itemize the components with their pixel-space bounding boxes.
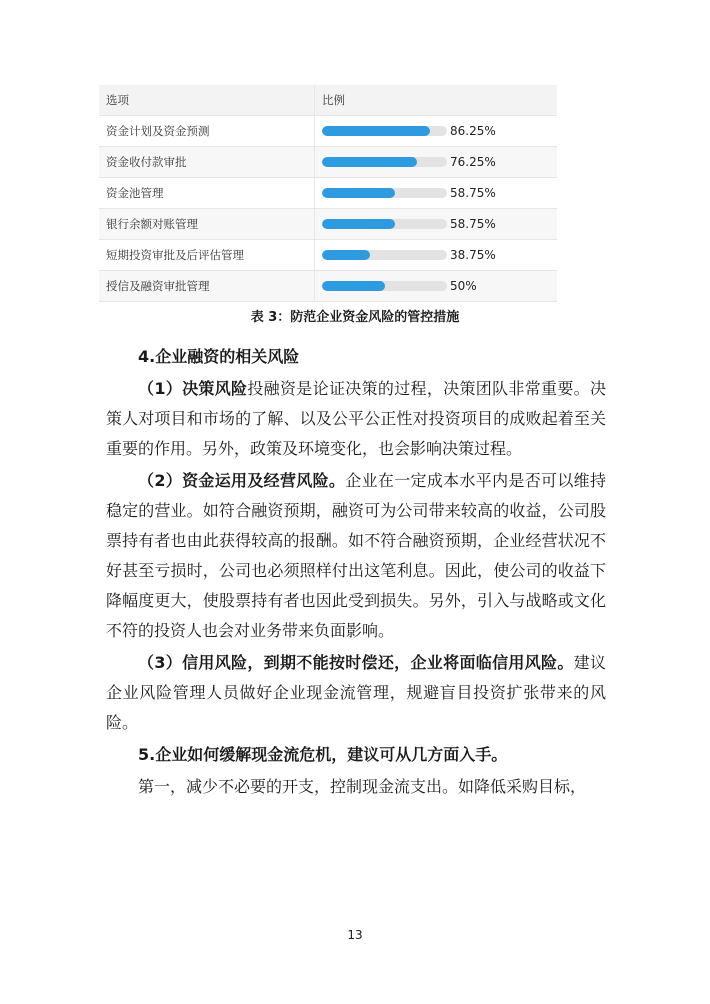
progress-bar-track (322, 157, 447, 167)
row-label: 短期投资审批及后评估管理 (99, 240, 315, 271)
header-option: 选项 (99, 85, 315, 116)
row-label: 资金计划及资金预测 (99, 116, 315, 147)
section-heading-4: 4.企业融资的相关风险 (138, 347, 300, 366)
paragraph-lead: （3）信用风险，到期不能按时偿还，企业将面临信用风险。 (138, 653, 574, 672)
progress-bar-track (322, 219, 447, 229)
table-row (99, 178, 557, 209)
row-label: 授信及融资审批管理 (99, 271, 315, 302)
progress-bar-track (322, 281, 447, 291)
table-caption: 表 3：防范企业资金风险的管控措施 (250, 310, 460, 325)
paragraph-body: 投融资是论证决策的过程，决策团队非常重要。决策人对项目和市场的了解、以及公平公正性对投资项目的成败起着至关重要的作用。另外，政策及环境变化，也会影响决策过程。 (106, 379, 606, 458)
table-row (99, 240, 557, 271)
paragraph-credit-risk (106, 648, 606, 738)
paragraph-body: 企业在一定成本水平内是否可以维持稳定的营业。如符合融资预期，融资可为公司带来较高的收益，公司股票持有者也由此获得较高的报酬。如不符合融资预期，企业经营状况不好甚至亏损时，公司也必须照样付出这笔利息。因此，使公司的收益下降幅度更大，使股票持有者也因此受到损失。另外，引入与战略或文化不符的投资人也会对业务带来负面影响。 (106, 471, 606, 640)
header-ratio: 比例 (315, 85, 558, 116)
paragraph-first-measure: 第一，减少不必要的开支，控制现金流支出。如降低采购目标， (138, 777, 587, 796)
progress-bar-fill (322, 126, 430, 136)
page-number: 13 (347, 928, 363, 942)
progress-bar-fill (322, 157, 417, 167)
progress-bar-track (322, 126, 447, 136)
row-label: 资金收付款审批 (99, 147, 315, 178)
table-row (99, 209, 557, 240)
row-label: 资金池管理 (99, 178, 315, 209)
row-percent: 58.75% (450, 217, 496, 231)
section-heading-5: 5.企业如何缓解现金流危机，建议可从几方面入手。 (138, 745, 508, 764)
table-row (99, 116, 557, 147)
paragraph-lead: （2）资金运用及经营风险。 (138, 471, 346, 490)
row-percent: 76.25% (450, 155, 496, 169)
body-text (106, 342, 606, 802)
paragraph-body: 建议企业风险管理人员做好企业现金流管理，规避盲目投资扩张带来的风险。 (106, 653, 606, 732)
progress-bar-fill (322, 250, 370, 260)
paragraph-lead: （1）决策风险 (138, 379, 248, 398)
row-percent: 50% (450, 279, 477, 293)
row-label: 银行余额对账管理 (99, 209, 315, 240)
table-row (99, 271, 557, 302)
row-percent: 86.25% (450, 124, 496, 138)
progress-bar-fill (322, 219, 395, 229)
progress-bar-track (322, 250, 447, 260)
risk-control-table (99, 85, 557, 302)
progress-bar-fill (322, 188, 395, 198)
progress-bar-fill (322, 281, 385, 291)
row-percent: 38.75% (450, 248, 496, 262)
paragraph-operating-risk (106, 466, 606, 646)
row-percent: 58.75% (450, 186, 496, 200)
progress-bar-track (322, 188, 447, 198)
table-header-row (99, 85, 557, 116)
paragraph-decision-risk (106, 374, 606, 464)
table-row (99, 147, 557, 178)
